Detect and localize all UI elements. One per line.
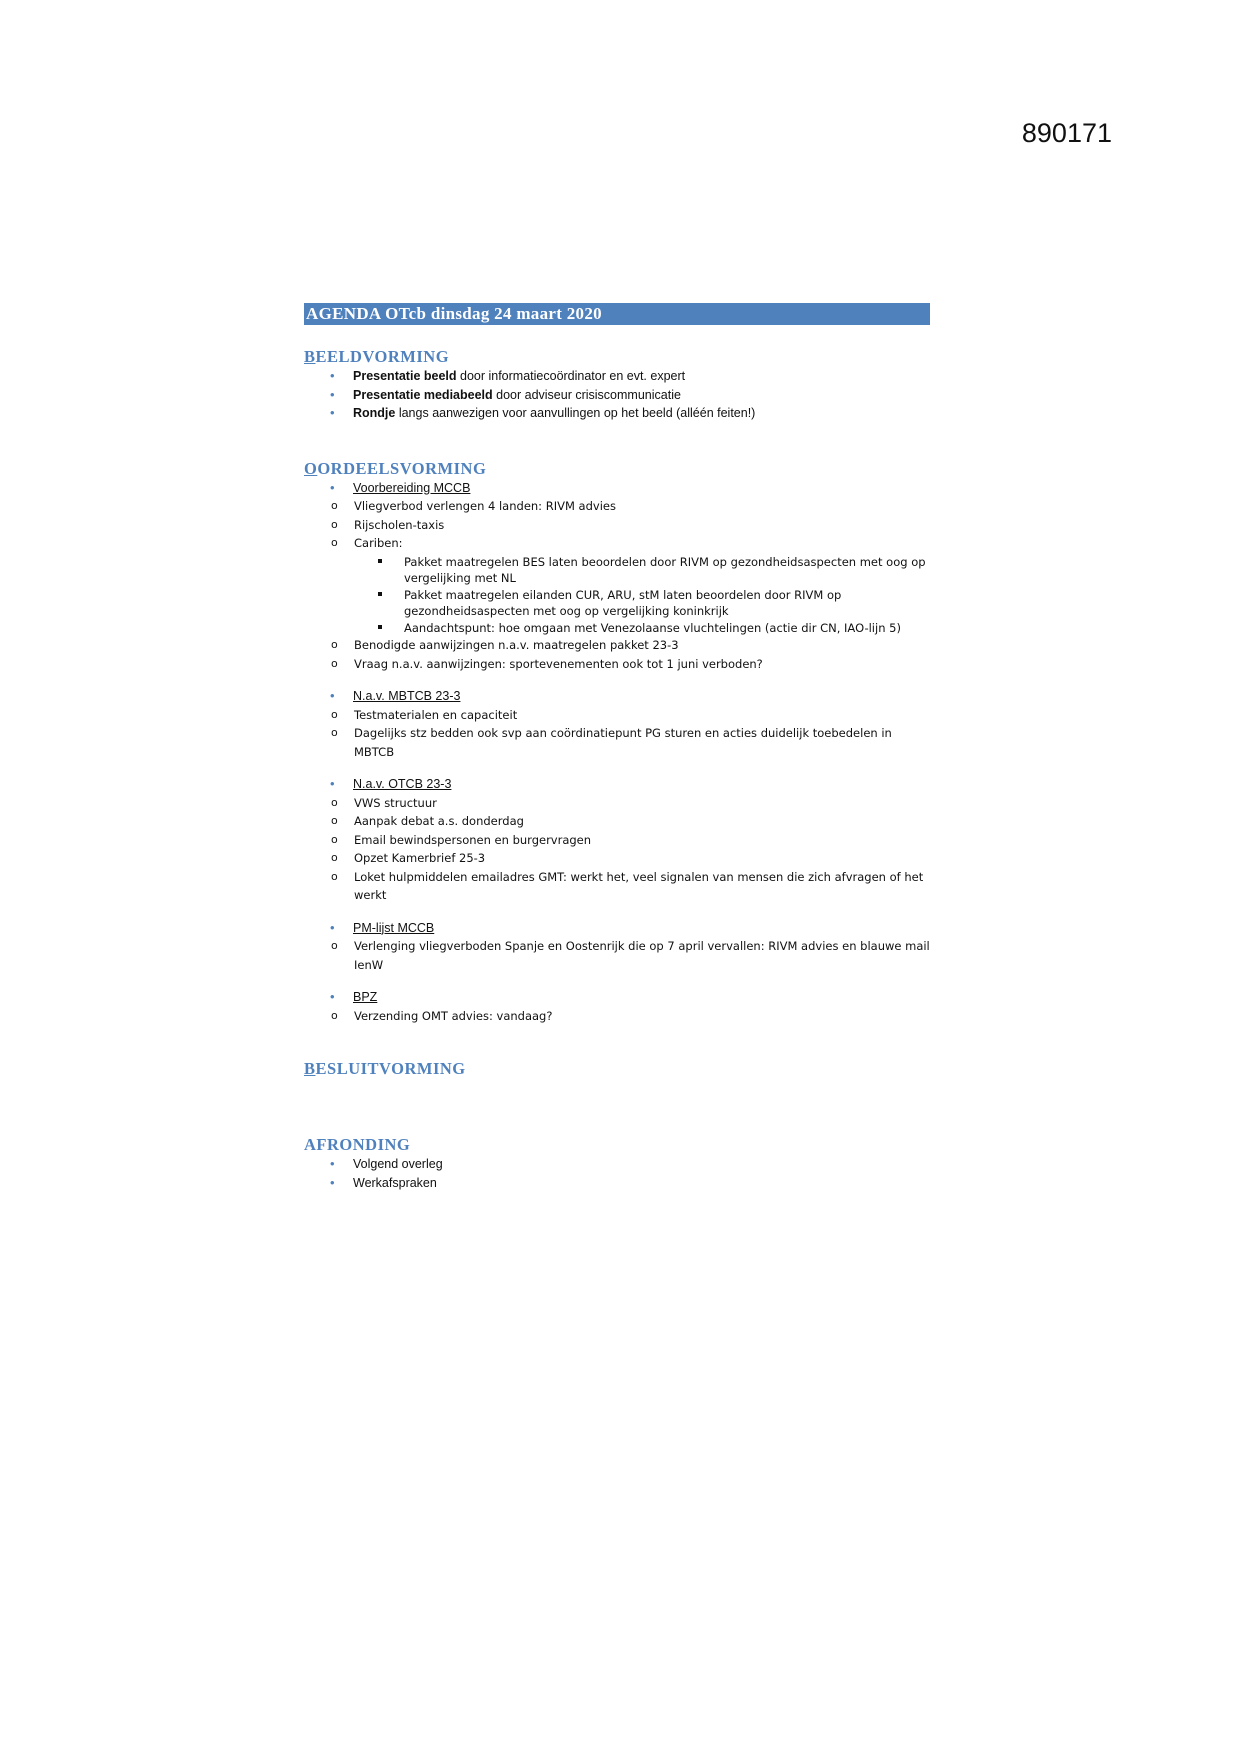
sub-item xyxy=(304,849,930,868)
circle-bullet-icon: o xyxy=(331,726,338,739)
sub-item xyxy=(304,812,930,831)
sub-item xyxy=(304,655,930,674)
list-item xyxy=(304,386,930,405)
circle-bullet-icon: o xyxy=(331,499,338,512)
item-text: door adviseur crisiscommunicatie xyxy=(492,387,681,402)
circle-bullet-icon: o xyxy=(331,795,338,809)
bullet-icon: • xyxy=(330,405,335,420)
circle-bullet-icon: o xyxy=(331,638,338,651)
group-otcb xyxy=(304,775,930,905)
list-item xyxy=(304,1155,930,1174)
heading-beeldvorming xyxy=(304,347,930,367)
cariben-text: Pakket maatregelen BES laten beoordelen door RIVM op gezondheidsaspecten met oog op vergelijking met NL xyxy=(404,554,926,585)
afronding-list xyxy=(304,1155,930,1192)
sub-item xyxy=(304,937,930,974)
sub-item xyxy=(304,534,930,636)
sub-item-text: Loket hulpmiddelen emailadres GMT: werkt het, veel signalen van mensen die zich afvragen of het werkt xyxy=(354,869,924,902)
spacer xyxy=(304,673,930,687)
sub-item-text: Testmaterialen en capaciteit xyxy=(354,707,518,722)
bullet-icon: • xyxy=(330,989,335,1004)
circle-bullet-icon: o xyxy=(331,536,338,549)
group-label: PM-lijst MCCB xyxy=(353,920,435,935)
agenda-title: AGENDA OTcb dinsdag 24 maart 2020 xyxy=(304,303,930,325)
square-bullet-icon xyxy=(378,625,382,629)
sub-item-text: Cariben: xyxy=(354,536,403,550)
group-voorbereiding-mccb xyxy=(304,479,930,674)
bullet-icon: • xyxy=(330,368,335,383)
bullet-icon: • xyxy=(330,1156,335,1171)
group-mbtcb xyxy=(304,687,930,761)
circle-bullet-icon: o xyxy=(331,656,338,670)
spacer xyxy=(304,974,930,988)
list-item xyxy=(304,404,930,423)
group-pm-lijst xyxy=(304,919,930,975)
beeldvorming-list xyxy=(304,367,930,423)
heading-besluitvorming xyxy=(304,1059,930,1079)
item-text: Werkafspraken xyxy=(353,1175,437,1190)
sub-list xyxy=(304,937,930,974)
sub-item-text: Rijscholen-taxis xyxy=(354,517,445,532)
circle-bullet-icon: o xyxy=(331,851,338,864)
circle-bullet-icon: o xyxy=(331,832,338,846)
sub-item-text: Aanpak debat a.s. donderdag xyxy=(354,814,524,828)
sub-item-text: Benodigde aanwijzingen n.a.v. maatregelen pakket 23-3 xyxy=(354,638,679,652)
spacer xyxy=(304,905,930,919)
sub-item xyxy=(304,794,930,813)
sub-item xyxy=(304,1007,930,1026)
cariben-text: Aandachtspunt: hoe omgaan met Venezolaanse vluchtelingen (actie dir CN, IAO-lijn 5) xyxy=(404,620,901,635)
cariben-item xyxy=(354,554,930,587)
cariben-item xyxy=(354,587,930,620)
sub-item-text: Verlenging vliegverboden Spanje en Oostenrijk die op 7 april vervallen: RIVM advies en blauwe mail IenW xyxy=(354,939,930,972)
heading-rest: EELDVORMING xyxy=(315,347,450,366)
square-bullet-icon xyxy=(378,592,382,596)
bullet-icon: • xyxy=(330,1174,335,1190)
group-label: Voorbereiding MCCB xyxy=(353,480,471,495)
sub-item-text: Verzending OMT advies: vandaag? xyxy=(354,1008,553,1023)
group-label: BPZ xyxy=(353,990,378,1004)
circle-bullet-icon: o xyxy=(331,939,338,952)
document-number: 890171 xyxy=(1021,118,1112,148)
heading-rest: ESLUITVORMING xyxy=(315,1059,466,1078)
sub-item-text: VWS structuur xyxy=(354,795,437,810)
bullet-icon: • xyxy=(330,776,335,791)
circle-bullet-icon: o xyxy=(331,517,338,531)
circle-bullet-icon: o xyxy=(331,707,338,721)
oordeelsvorming-list xyxy=(304,479,930,1026)
bullet-icon: • xyxy=(330,386,335,402)
heading-afronding: AFRONDING xyxy=(304,1135,411,1154)
cariben-item xyxy=(354,620,930,637)
heading-oordeelsvorming xyxy=(304,459,930,479)
sub-item xyxy=(304,868,930,905)
item-text: door informatiecoördinator en evt. expert xyxy=(456,369,686,383)
sub-item xyxy=(304,831,930,850)
sub-item-text: Vraag n.a.v. aanwijzingen: sportevenementen ook tot 1 juni verboden? xyxy=(354,656,763,671)
item-text: langs aanwezigen voor aanvullingen op het beeld (alléén feiten!) xyxy=(395,406,756,420)
heading-initial: B xyxy=(304,1059,316,1078)
circle-bullet-icon: o xyxy=(331,1008,338,1022)
circle-bullet-icon: o xyxy=(331,869,338,883)
sub-item-text: Email bewindspersonen en burgervragen xyxy=(354,832,592,847)
item-bold: Presentatie mediabeeld xyxy=(353,387,493,402)
bullet-icon: • xyxy=(330,919,335,935)
heading-initial: B xyxy=(304,347,316,366)
group-label: N.a.v. MBTCB 23-3 xyxy=(353,689,461,703)
sub-list xyxy=(304,497,930,673)
sub-item xyxy=(304,724,930,761)
square-bullet-icon xyxy=(378,559,382,563)
item-bold: Rondje xyxy=(353,406,396,420)
spacer xyxy=(304,761,930,775)
group-label: N.a.v. OTCB 23-3 xyxy=(353,777,452,791)
sub-list xyxy=(304,706,930,762)
circle-bullet-icon: o xyxy=(331,814,338,827)
sub-item-text: Vliegverbod verlengen 4 landen: RIVM advies xyxy=(354,499,616,513)
list-item xyxy=(304,367,930,386)
heading-rest: ORDEELSVORMING xyxy=(317,458,487,478)
cariben-list xyxy=(354,554,930,637)
sub-item xyxy=(304,706,930,725)
sub-item xyxy=(304,516,930,535)
bullet-icon: • xyxy=(330,479,335,495)
cariben-text: Pakket maatregelen eilanden CUR, ARU, stM laten beoordelen door RIVM op gezondheidsaspecten met oog op vergelijking koninkrijk xyxy=(404,587,842,618)
heading-initial: O xyxy=(304,458,318,478)
group-bpz xyxy=(304,988,930,1025)
item-text: Volgend overleg xyxy=(353,1157,443,1171)
bullet-icon: • xyxy=(330,688,335,703)
sub-item xyxy=(304,497,930,516)
item-bold: Presentatie beeld xyxy=(353,369,457,383)
agenda-content xyxy=(304,303,930,1192)
list-item xyxy=(304,1174,930,1193)
sub-item-text: Dagelijks stz bedden ook svp aan coördinatiepunt PG sturen en acties duidelijk toebedelen in MBTCB xyxy=(354,726,892,759)
sub-list xyxy=(304,794,930,905)
sub-item xyxy=(304,636,930,655)
sub-list xyxy=(304,1007,930,1026)
sub-item-text: Opzet Kamerbrief 25-3 xyxy=(354,851,486,865)
